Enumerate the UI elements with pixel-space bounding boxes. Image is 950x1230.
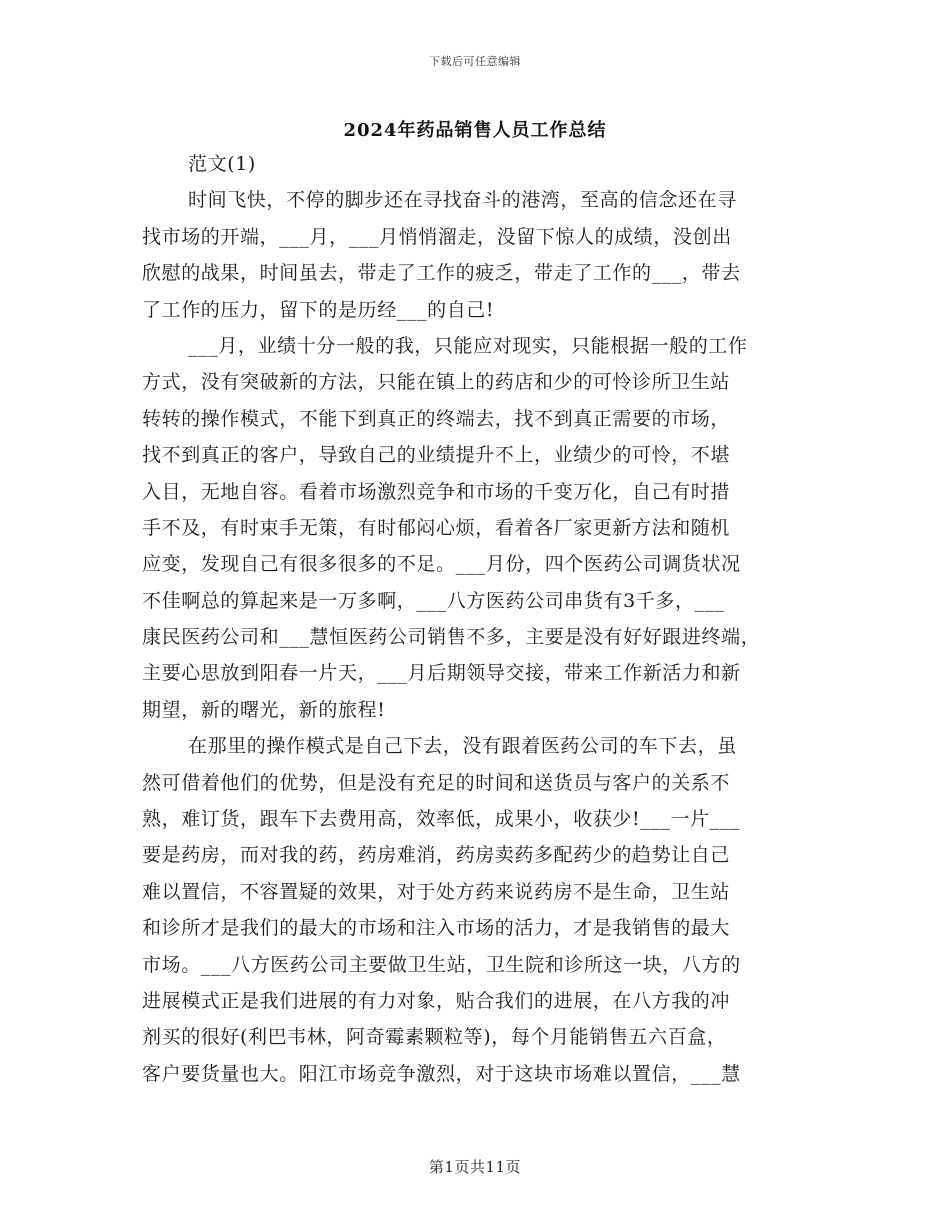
body-line: 康民医药公司和___慧恒医药公司销售不多，主要是没有好好跟进终端， <box>142 626 761 649</box>
body-line: 难以置信，不容置疑的效果，对于处方药来说药房不是生命，卫生站 <box>142 880 731 903</box>
body-line: 主要心思放到阳春一片天，___月后期领导交接，带来工作新活力和新 <box>142 662 741 685</box>
body-line: 应变，发现自己有很多很多的不足。___月份，四个医药公司调货状况 <box>142 553 741 576</box>
body-line: 不佳啊总的算起来是一万多啊，___八方医药公司串货有3千多，___ <box>142 589 725 612</box>
body-line: 找市场的开端，___月，___月悄悄溜走，没留下惊人的成绩，没创出 <box>142 225 732 248</box>
header-note: 下载后可任意编辑 <box>429 55 521 68</box>
body-line: 进展模式正是我们进展的有力对象，贴合我们的进展，在八方我的冲 <box>142 989 731 1012</box>
body-line: 市场。___八方医药公司主要做卫生站，卫生院和诊所这一块，八方的 <box>142 953 741 976</box>
body-line: 了工作的压力，留下的是历经___的自己! <box>142 298 495 321</box>
body-line: 手不及，有时束手无策，有时郁闷心烦，看着各厂家更新方法和随机 <box>142 516 731 539</box>
document-body <box>142 146 814 1092</box>
body-line: 客户要货量也大。阳江市场竞争激烈，对于这块市场难以置信，___慧 <box>142 1062 741 1085</box>
body-line: 方式，没有突破新的方法，只能在镇上的药店和少的可怜诊所卫生站 <box>142 371 731 394</box>
document-title: 2024年药品销售人员工作总结 <box>343 120 607 141</box>
body-line: 找不到真正的客户，导致自己的业绩提升不上，业绩少的可怜，不堪 <box>142 444 731 467</box>
body-line: 转转的操作模式，不能下到真正的终端去，找不到真正需要的市场， <box>142 407 731 430</box>
body-line: 剂买的很好(利巴韦林，阿奇霉素颗粒等)，每个月能销售五六百盒， <box>142 1026 727 1049</box>
body-line: 和诊所才是我们的最大的市场和注入市场的活力，才是我销售的最大 <box>142 917 731 940</box>
body-line: 欣慰的战果，时间虽去，带走了工作的疲乏，带走了工作的___，带去 <box>142 262 741 285</box>
page-number: 第1页共11页 <box>428 1158 522 1176</box>
body-line: ___月，业绩十分一般的我，只能应对现实，只能根据一般的工作 <box>188 334 748 357</box>
body-line: 要是药房，而对我的药，药房难消，药房卖药多配药少的趋势让自己 <box>142 844 731 867</box>
body-line: 时间飞快，不停的脚步还在寻找奋斗的港湾，至高的信念还在寻 <box>188 189 737 212</box>
section-label: 范文(1) <box>188 153 256 175</box>
body-line: 入目，无地自容。看着市场激烈竞争和市场的千变万化，自己有时措 <box>142 480 731 503</box>
body-line: 然可借着他们的优势，但是没有充足的时间和送货员与客户的关系不 <box>142 771 731 794</box>
body-line: 期望，新的曙光，新的旅程! <box>142 698 386 721</box>
body-line: 熟，难订货，跟车下去费用高，效率低，成果小，收获少!___一片___ <box>142 808 741 831</box>
body-line: 在那里的操作模式是自己下去，没有跟着医药公司的车下去，虽 <box>188 735 737 758</box>
